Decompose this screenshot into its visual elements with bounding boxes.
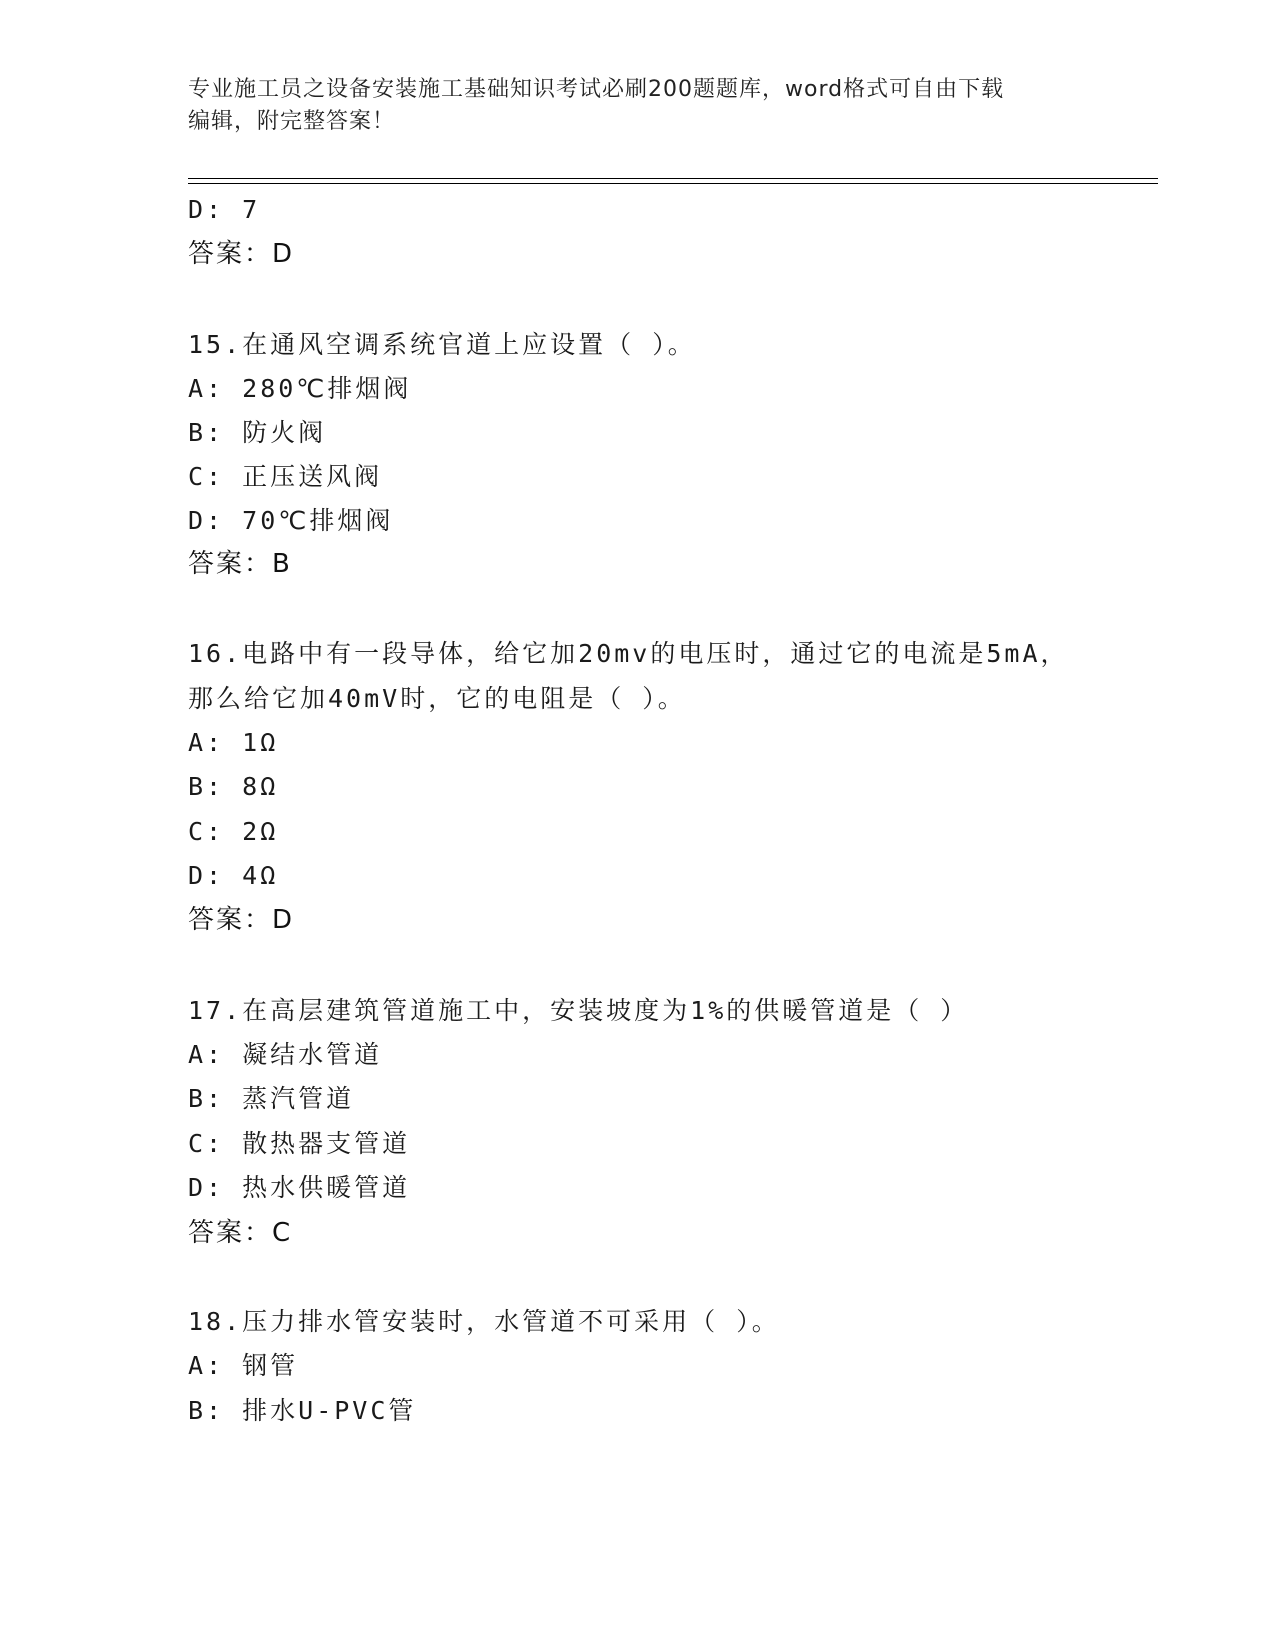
option-text: C: 2Ω [188, 817, 279, 846]
header-line-2: 编辑，附完整答案！ [188, 109, 396, 134]
answer-text: 答案：D [188, 905, 295, 935]
question-text: 17.在高层建筑管道施工中，安装坡度为1%的供暖管道是（ ） [188, 996, 969, 1025]
question-text: 15.在通风空调系统官道上应设置（ ）。 [188, 330, 696, 359]
option-text: B: 排水U-PVC管 [188, 1396, 417, 1425]
option-text: D: 70℃排烟阀 [188, 506, 394, 535]
option-text: B: 防火阀 [188, 418, 327, 447]
option-text: B: 8Ω [188, 772, 279, 801]
option-text: A: 280℃排烟阀 [188, 374, 412, 403]
option-text: D: 4Ω [188, 861, 279, 890]
document-header [188, 74, 1088, 138]
header-line-1: 专业施工员之设备安装施工基础知识考试必刷200题题库，word格式可自由下载 [188, 77, 1005, 102]
option-text: D: 热水供暖管道 [188, 1173, 411, 1202]
option-text: A: 1Ω [188, 728, 279, 757]
answer-text: 答案：D [188, 239, 295, 269]
option-text: C: 散热器支管道 [188, 1129, 411, 1158]
option-text: A: 钢管 [188, 1351, 299, 1380]
header-divider-top [188, 178, 1158, 179]
question-text: 18.压力排水管安装时，水管道不可采用（ ）。 [188, 1307, 780, 1336]
option-text: D: 7 [188, 195, 261, 224]
header-divider-bottom [188, 183, 1158, 184]
option-text: C: 正压送风阀 [188, 462, 383, 491]
question-text: 16.电路中有一段导体，给它加20mv的电压时，通过它的电流是5mA， [188, 639, 1069, 668]
option-text: A: 凝结水管道 [188, 1040, 383, 1069]
answer-text: 答案：B [188, 549, 292, 579]
question-text: 那么给它加40mV时，它的电阻是（ ）。 [188, 684, 686, 713]
option-text: B: 蒸汽管道 [188, 1084, 355, 1113]
answer-text: 答案：C [188, 1218, 293, 1248]
